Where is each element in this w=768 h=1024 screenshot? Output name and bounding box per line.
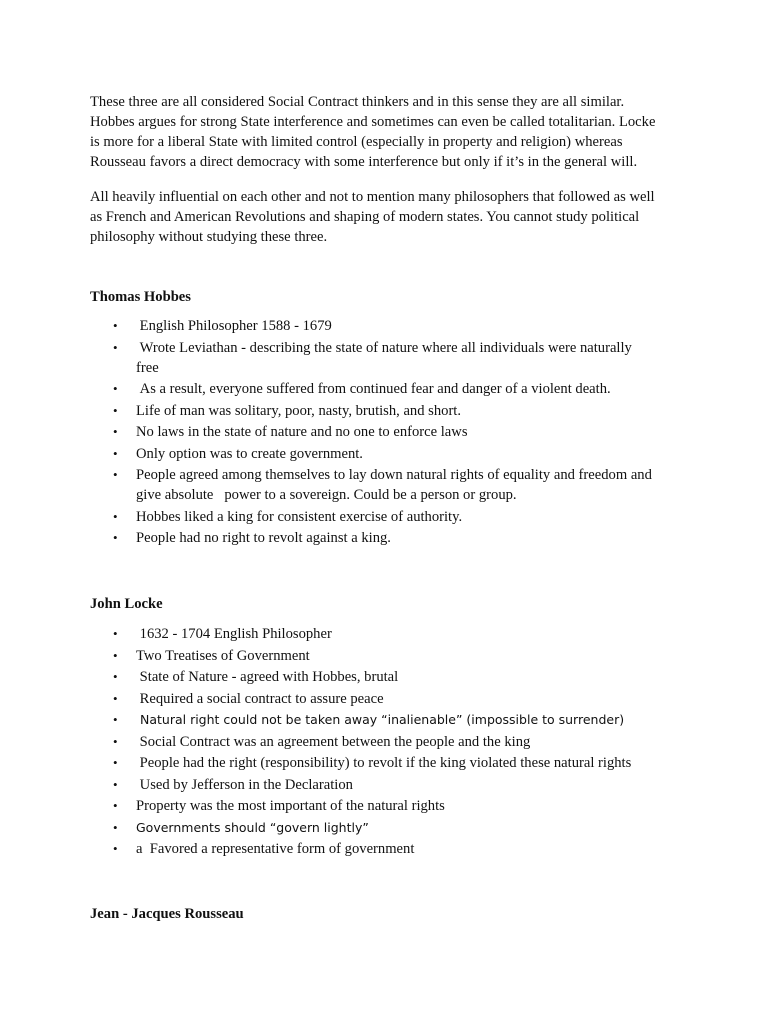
list-item-text: Life of man was solitary, poor, nasty, brutish, and short. [136,402,462,419]
list-item [0,732,676,752]
bullet-icon: • [113,467,118,482]
bullet-icon: • [113,712,118,727]
list-item-text: English Philosopher 1588 - 1679 [136,318,332,334]
bullet-icon: • [113,669,118,684]
list-item [0,818,676,838]
bullet-icon: • [113,424,118,439]
list-item-text: State of Nature - agreed with Hobbes, brutal [136,669,399,685]
section-heading-hobbes: Thomas Hobbes [90,289,191,305]
list-item-text: People agreed among themselves to lay down natural rights of equality and freedom and give absolute power to a sovereign. Could be a person or group. [136,467,652,503]
bullet-icon: • [113,339,118,355]
bullet-icon: • [113,530,118,545]
list-item-text: Hobbes liked a king for consistent exercise of authority. [136,508,463,525]
list-item [0,422,676,442]
section-heading-locke: John Locke [90,596,163,612]
list-item-text: a Favored a representative form of government [136,841,415,857]
list-item-text: No laws in the state of nature and no one to enforce laws [136,424,468,440]
list-item [0,689,676,709]
list-item-text: Wrote Leviathan - describing the state of nature where all individuals were naturally free [136,339,632,376]
hobbes-list [0,316,768,550]
list-item-text: 1632 - 1704 English Philosopher [136,626,332,642]
list-item [0,528,676,548]
locke-list [0,624,768,861]
list-item [0,401,676,421]
list-item [0,839,676,859]
bullet-icon: • [113,776,118,792]
bullet-icon: • [113,318,118,333]
list-item [0,624,676,644]
bullet-icon: • [113,647,118,663]
list-item [0,507,676,527]
bullet-icon: • [113,841,118,856]
list-item-text: Used by Jefferson in the Declaration [136,776,353,793]
list-item [0,775,676,795]
list-item-text: People had the right (responsibility) to revolt if the king violated these natural rights [136,755,632,771]
bullet-icon: • [113,798,118,813]
list-item [0,338,676,378]
list-item [0,444,676,464]
list-item-text: Natural right could not be taken away “inalienable” (impossible to surrender) [136,712,625,727]
list-item-text: As a result, everyone suffered from continued fear and danger of a violent death. [136,381,611,397]
list-item-text: Governments should “govern lightly” [136,819,369,835]
list-item-text: Social Contract was an agreement between the people and the king [136,733,531,750]
list-item-text: Required a social contract to assure peace [136,690,384,707]
list-item [0,316,676,336]
list-item [0,667,676,687]
bullet-icon: • [113,626,118,641]
bullet-icon: • [113,733,118,749]
bullet-icon: • [113,819,118,835]
bullet-icon: • [113,690,118,706]
list-item-text: Property was the most important of the natural rights [136,798,445,814]
list-item-text: Two Treatises of Government [136,647,310,664]
list-item [0,646,676,666]
bullet-icon: • [113,445,118,461]
list-item-text: People had no right to revolt against a king. [136,530,391,546]
bullet-icon: • [113,755,118,770]
intro-paragraph-1: These three are all considered Social Contract thinkers and in this sense they are all similar. Hobbes argues for strong State interference and sometimes can even be called totalitarian. Locke is more for a liberal State with limited control (especially in property and religion) whereas Rousseau favors a direct democracy with some interference but only if it’s in the general will. [90,94,656,170]
list-item [0,465,676,505]
list-item [0,710,676,730]
list-item [0,753,676,773]
bullet-icon: • [113,381,118,396]
bullet-icon: • [113,402,118,418]
section-heading-rousseau: Jean - Jacques Rousseau [90,906,244,922]
list-item [0,379,676,399]
list-item-text: Only option was to create government. [136,445,363,462]
bullet-icon: • [113,508,118,524]
intro-paragraph-2: All heavily influential on each other and not to mention many philosophers that followed as well as French and American Revolutions and shaping of modern states. You cannot study political philosophy without studying these three. [90,189,655,245]
list-item [0,796,676,816]
